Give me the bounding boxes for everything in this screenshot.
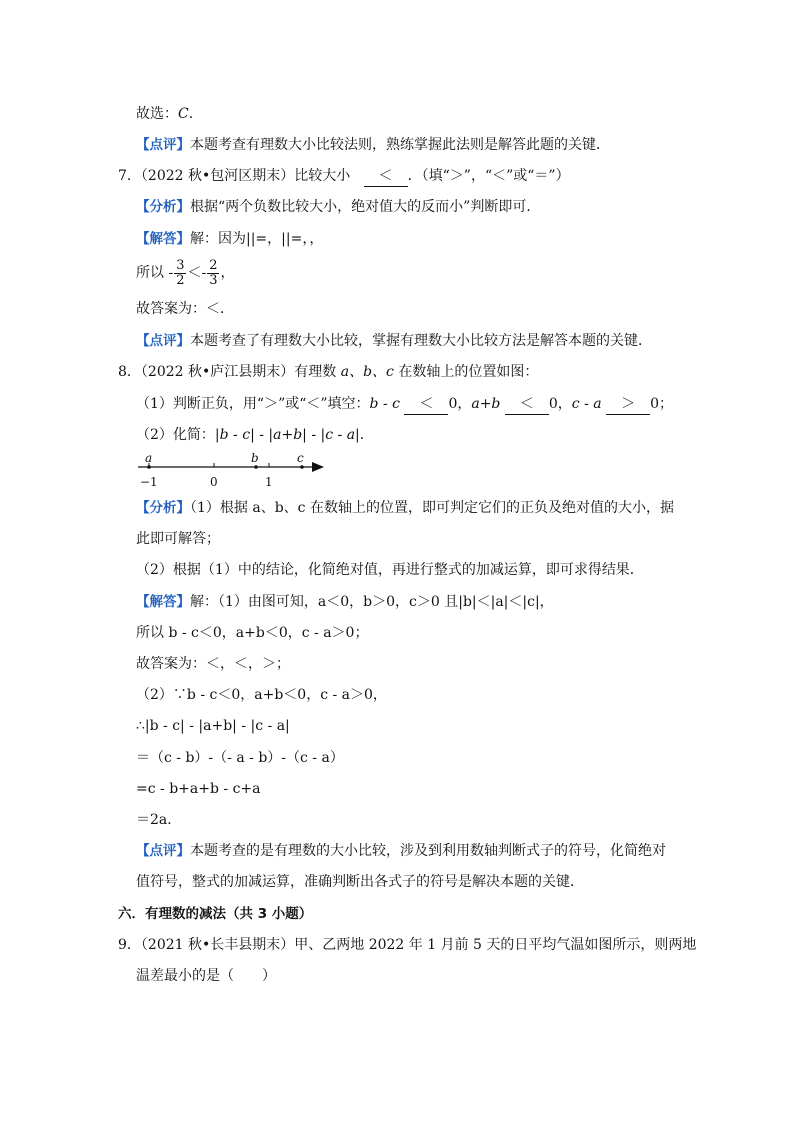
q9-question-1: 9．（2021 秋•长丰县期末）甲、乙两地 2022 年 1 月前 5 天的日平均气温如图所示，则两地 [118,937,697,953]
q8-solution-3: 故答案为：＜，＜，＞； [136,656,290,672]
point-c-dot [300,465,304,469]
q7-final-answer: 故答案为：＜． [136,301,234,317]
q7-review: 【点评】本题考查了有理数大小比较，掌握有理数大小比较方法是解答本题的关键． [136,333,652,349]
q8-analysis-2: 此即可解答； [136,531,220,547]
point-label-c: c [297,451,304,465]
section-title: 六．有理数的减法（共 3 小题） [118,906,313,922]
q8-solution-6: ＝（c - b）-（- a - b）-（c - a） [136,750,344,766]
q8-solution-4: （2）∵b - c＜0，a+b＜0，c - a＞0， [136,687,387,703]
solution-tag: 【解答】 [136,594,190,610]
q8-question: 8．（2022 秋•庐江县期末）有理数 a、b、c 在数轴上的位置如图： [118,364,539,380]
q6-conclusion: 故选：C. [136,106,194,122]
tick-label-1: 1 [265,475,273,489]
answer-blank: ＞ [606,394,650,415]
q8-solution-8: ＝2a． [136,812,182,828]
question-number: 8． [118,364,141,380]
fraction-three-halves: $\frac{3}{2}$ [176,257,185,288]
q6-review: 【点评】本题考查有理数大小比较法则，熟练掌握此法则是解答此题的关键． [136,137,610,153]
review-tag: 【点评】 [136,137,190,153]
q7-analysis: 【分析】根据“两个负数比较大小，绝对值大的反而小”判断即可． [136,199,541,215]
q9-question-2: 温差最小的是（ ） [136,968,276,984]
q8-solution-7: =c - b+a+b - c+a [136,781,261,797]
q8-solution-1: 【解答】解：（1）由图可知，a＜0，b＞0，c＞0 且|b|＜|a|＜|c|， [136,594,554,610]
q8-review-2: 值符号，整式的加减运算，准确判断出各式子的符号是解决本题的关键． [136,874,584,890]
number-line-figure [136,450,336,490]
answer-blank: ＜ [505,394,549,415]
question-number: 7． [118,168,141,184]
review-tag: 【点评】 [136,843,190,859]
tick-label-neg1: −1 [140,475,158,489]
q7-fraction-comparison: 所以 - $\frac{3}{2}$ ＜- $\frac{2}{3}$ ， [136,257,235,288]
q8-part1: （1）判断正负，用“＞”或“＜”填空：b - c ＜ 0，a+b ＜ 0，c - a ＞ 0； [136,394,673,415]
answer-blank: ＜ [404,394,448,415]
point-label-b: b [251,451,259,465]
arrow-head-icon [312,462,324,472]
q7-question: 7．（2022 秋•包河区期末）比较大小 ＜ ．（填“＞”，“＜”或“＝”） [118,166,570,187]
analysis-tag: 【分析】 [136,500,190,516]
q8-solution-2: 所以 b - c＜0，a+b＜0，c - a＞0； [136,625,369,641]
analysis-tag: 【分析】 [136,199,190,215]
q8-analysis-3: （2）根据（1）中的结论，化简绝对值，再进行整式的加减运算，即可求得结果． [136,562,644,578]
answer-blank: ＜ [364,166,408,187]
point-a-dot [147,465,151,469]
point-label-a: a [145,451,153,465]
fraction-two-thirds: $\frac{2}{3}$ [209,257,218,288]
q8-review-1: 【点评】本题考查的是有理数的大小比较，涉及到利用数轴判断式子的符号，化简绝对 [136,843,666,859]
tick-label-0: 0 [210,475,218,489]
q7-solution: 【解答】解：因为||=，||=，， [136,231,324,247]
q8-analysis-1: 【分析】（1）根据 a、b、c 在数轴上的位置，即可判定它们的正负及绝对值的大小，据 [136,500,674,516]
q8-part2: （2）化简：|b - c| - |a+b| - |c - a|． [136,427,374,443]
question-number: 9． [118,937,141,953]
point-b-dot [254,465,258,469]
review-tag: 【点评】 [136,333,190,349]
solution-tag: 【解答】 [136,231,190,247]
q8-solution-5: ∴|b - c| - |a+b| - |c - a| [136,718,290,734]
